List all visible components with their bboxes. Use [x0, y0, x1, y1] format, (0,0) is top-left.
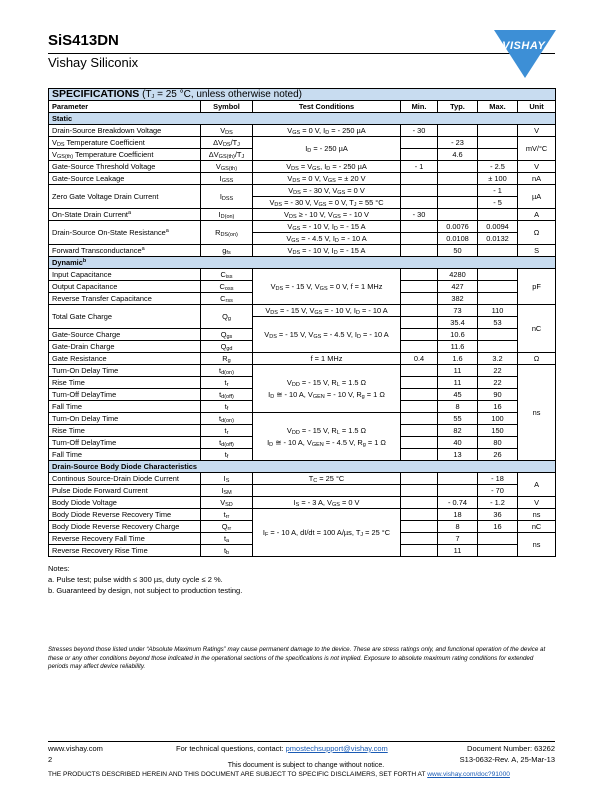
section-body-diode: Drain-Source Body Diode Characteristics: [49, 461, 556, 473]
table-row: Total Gate Charge $Q_g$ $V_{DS}$ = - 15 V, $V_{GS}$ = - 10 V, $I_D$ = - 10 A 73 110 nC: [49, 305, 556, 317]
table-row: Rise Time $t_r$ 82 150: [49, 425, 556, 437]
table-row: Fall Time $t_f$ 8 16: [49, 401, 556, 413]
table-row: Pulse Diode Forward Current $I_{SM}$ - 70: [49, 485, 556, 497]
footer-website: www.vishay.com: [48, 744, 103, 753]
table-row: Reverse Recovery Rise Time $t_b$ 11: [49, 545, 556, 557]
table-row: Gate-Drain Charge $Q_{gd}$ 11.6: [49, 341, 556, 353]
table-row: Gate-Source Leakage $I_{GSS}$ $V_{DS} = 0$ V, $V_{GS}$ = ± 20 V ± 100 nA: [49, 173, 556, 185]
col-unit: Unit: [518, 101, 556, 113]
note-b: b. Guaranteed by design, not subject to production testing.: [48, 586, 243, 595]
footer-contact: For technical questions, contact: pmostechsupport@vishay.com: [176, 744, 388, 753]
col-test-conditions: Test Conditions: [253, 101, 401, 113]
table-row: $V_{DS}$ Temperature Coefficient $\Delta V_{DS}/T_J$ $I_D$ = - 250 µA - 23 mV/°C: [49, 137, 556, 149]
document-number: Document Number: 63262: [467, 744, 555, 753]
table-row: Forward Transconductance$^a$ $g_{fs}$ $V_{DS}$ = - 10 V, $I_D$ = - 15 A 50 S: [49, 245, 556, 257]
table-title-row: [49, 89, 556, 101]
col-parameter: Parameter: [49, 101, 201, 113]
table-row: Gate Resistance $R_g$ f = 1 MHz 0.4 1.6 3.2 Ω: [49, 353, 556, 365]
table-row: Gate-Source Charge $Q_{gs}$ 10.6: [49, 329, 556, 341]
company-name: Vishay Siliconix: [48, 55, 139, 70]
notes: [48, 563, 242, 596]
revision: S13-0632-Rev. A, 25-Mar-13: [459, 755, 555, 764]
section-dynamic: Dynamic$^b$: [49, 257, 556, 269]
support-email-link[interactable]: pmostechsupport@vishay.com: [285, 744, 388, 753]
change-notice: This document is subject to change without notice.: [227, 762, 385, 769]
disclaimer-link[interactable]: www.vishay.com/doc?91000: [427, 771, 510, 778]
table-title: SPECIFICATIONS: [52, 88, 140, 100]
table-row: Drain-Source On-State Resistance$^a$ $R_{DS(on)}$ $V_{GS}$ = - 10 V, $I_D$ = - 15 A 0.0076 0.0094 Ω: [49, 221, 556, 233]
table-row: Turn-Off DelayTime $t_{d(off)}$ 45 90: [49, 389, 556, 401]
header-rule: [48, 53, 555, 54]
col-min: Min.: [401, 101, 438, 113]
table-row: Turn-On Delay Time $t_{d(on)}$ $V_{DD}$ = - 15 V, $R_L = 1.5$ Ω $I_D$ ≅ - 10 A, $V_{GEN}$ = - 4.5 V, $R_g = 1$ Ω 55 100: [49, 413, 556, 425]
table-row: Body Diode Reverse Recovery Time $t_{rr}$ $I_F$ = - 10 A, dI/dt = 100 A/µs, $T_J = 25$ °C 18 36 ns: [49, 509, 556, 521]
table-row: Drain-Source Breakdown Voltage $V_{DS}$ $V_{GS} = 0$ V, $I_D$ = - 250 µA - 30 V: [49, 125, 556, 137]
col-typ: Typ.: [438, 101, 478, 113]
table-row: Body Diode Voltage $V_{SD}$ $I_S$ = - 3 A, $V_{GS} = 0$ V - 0.74 - 1.2 V: [49, 497, 556, 509]
logo-text: VISHAY.: [502, 40, 548, 52]
vishay-logo: [494, 30, 556, 78]
table-row: Reverse Transfer Capacitance $C_{rss}$ 382: [49, 293, 556, 305]
table-row: On-State Drain Current$^a$ $I_{D(on)}$ $V_{DS}$ ≥ - 10 V, $V_{GS}$ = - 10 V - 30 A: [49, 209, 556, 221]
note-a: a. Pulse test; pulse width ≤ 300 µs, duty cycle ≤ 2 %.: [48, 575, 223, 584]
table-row: Fall Time $t_f$ 13 26: [49, 449, 556, 461]
table-row: Continous Source-Drain Diode Current $I_S$ $T_C = 25$ °C - 18 A: [49, 473, 556, 485]
table-row: Input Capacitance $C_{iss}$ $V_{DS}$ = - 15 V, $V_{GS} = 0$ V, f = 1 MHz 4280 pF: [49, 269, 556, 281]
table-row: Gate-Source Threshold Voltage $V_{GS(th)}$ $V_{DS} = V_{GS}$, $I_D$ = - 250 µA - 1 - 2.5 V: [49, 161, 556, 173]
table-row: Rise Time $t_r$ 11 22: [49, 377, 556, 389]
table-row: Output Capacitance $C_{oss}$ 427: [49, 281, 556, 293]
table-row: $V_{DS}$ = - 15 V, $V_{GS}$ = - 4.5 V, $I_D$ = - 10 A 35.4 53: [49, 317, 556, 329]
table-row: Zero Gate Voltage Drain Current $I_{DSS}$ $V_{DS}$ = - 30 V, $V_{GS} = 0$ V - 1 µA: [49, 185, 556, 197]
table-row: $V_{DS}$ = - 30 V, $V_{GS} = 0$ V, $T_J = 55$ °C - 5: [49, 197, 556, 209]
table-row: Turn-Off DelayTime $t_{d(off)}$ 40 80: [49, 437, 556, 449]
col-max: Max.: [478, 101, 518, 113]
legal-disclaimer: THE PRODUCTS DESCRIBED HEREIN AND THIS DOCUMENT ARE SUBJECT TO SPECIFIC DISCLAIMERS, SET FORTH AT www.vishay.com/doc?91000: [48, 771, 510, 778]
section-static: Static: [49, 113, 556, 125]
part-number: SiS413DN: [48, 32, 119, 49]
table-row: Turn-On Delay Time $t_{d(on)}$ $V_{DD}$ = - 15 V, $R_L = 1.5$ Ω $I_D$ ≅ - 10 A, $V_{GEN}$ = - 10 V, $R_g = 1$ Ω 11 22 ns: [49, 365, 556, 377]
table-row: Reverse Recovery Fall Time $t_a$ 7 ns: [49, 533, 556, 545]
footer-rule: [48, 741, 555, 742]
page-number: 2: [48, 755, 53, 764]
notes-heading: Notes:: [48, 564, 70, 573]
specifications-table: [48, 88, 556, 557]
table-row: $V_{GS(th)}$ Temperature Coefficient $\Delta V_{GS(th)}/T_J$ 4.6: [49, 149, 556, 161]
column-header-row: [49, 101, 556, 113]
table-row: $V_{GS}$ = - 4.5 V, $I_D$ = - 10 A 0.0108 0.0132: [49, 233, 556, 245]
col-symbol: Symbol: [201, 101, 253, 113]
table-condition: ($T_J = 25$ °C, unless otherwise noted): [142, 89, 302, 100]
stress-disclaimer: Stresses beyond those listed under “Absolute Maximum Ratings” may cause permanent damage to the device. These are stress ratings only, and functional operation of the device at these or any other conditions beyond those indicated in the operational sections of the specifications is not implied. Exposure to absolute maximum rating conditions for extended periods may affect device reliability.: [48, 646, 546, 670]
table-row: Body Diode Reverse Recovery Charge $Q_{rr}$ 8 16 nC: [49, 521, 556, 533]
